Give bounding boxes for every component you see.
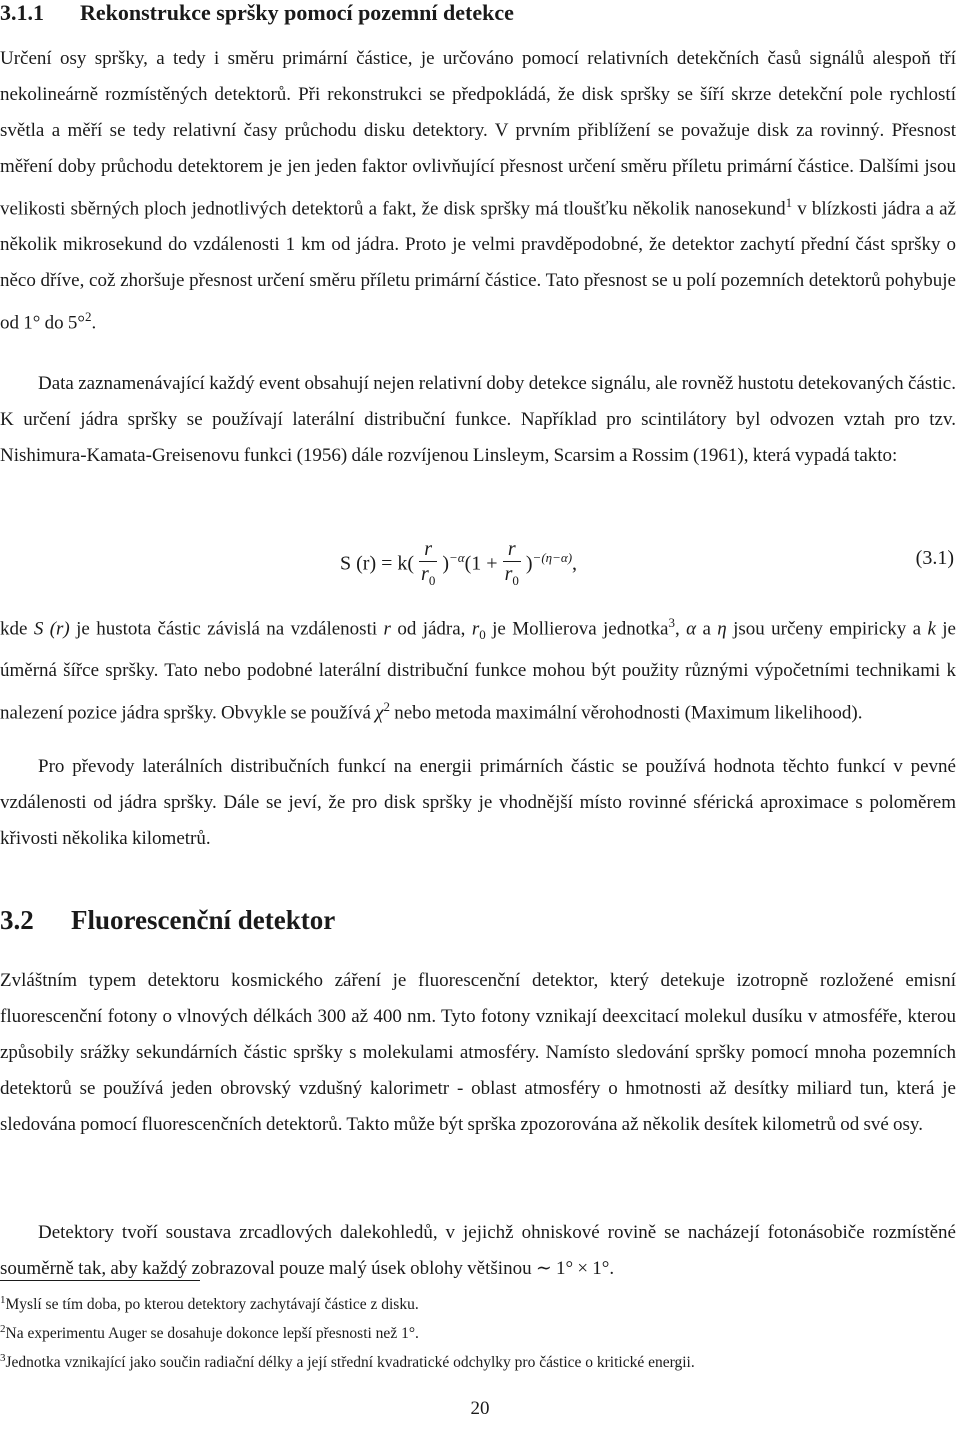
paragraph-text: je Mollierova jednotka <box>485 618 669 640</box>
footnote-mark: 2 <box>0 1323 6 1336</box>
footnote-mark: 3 <box>0 1352 6 1365</box>
equation-nkg <box>0 527 956 589</box>
paragraph-text: nebo metoda maximální věrohodnosti (Maximum likelihood). <box>390 702 863 724</box>
math-r0: r <box>471 618 480 640</box>
math-r: r <box>383 618 391 640</box>
equation-number: (3.1) <box>915 547 954 569</box>
r0-var: r <box>504 563 513 586</box>
subsection-number: 3.1.1 <box>0 0 44 25</box>
paragraph-text: . <box>91 312 97 334</box>
paragraph-text: od jádra, <box>390 618 472 640</box>
paragraph-text: jsou určeny empiricky a <box>726 618 928 640</box>
exponent-eta-alpha: −(η−α) <box>532 550 573 565</box>
footnote-3 <box>0 1346 956 1375</box>
math-s-r: S (r) <box>33 618 70 640</box>
footnote-rule <box>0 1280 200 1281</box>
footnote-text: Na experimentu Auger se dosahuje dokonce lepší přesnosti než 1°. <box>5 1325 419 1343</box>
equation-end: , <box>572 552 578 575</box>
equation-mid: (1 + <box>464 552 498 575</box>
footnote-ref-2: 2 <box>84 309 92 325</box>
math-eta: η <box>717 618 727 640</box>
paragraph-fluorescence-detector: Zvláštním typem detektoru kosmického záření je fluorescenční detektor, který detekuje izotropně rozložené emisní fluorescenční fotony o vlnových délkách 300 až 400 nm. Tyto fotony vznikají deexcitací molekul dusíku v atmosféře, kterou způsobily srážky sekundárních částic spršky s molekulami atmosféry. Namísto sledování spršky pomocí mnoha pozemních detektorů se používá jeden obrovský vzdušný kalorimetr - oblast atmosféry o hmotnosti až desítky miliard tun, která je sledována pomocí fluorescenčních detektorů. Takto může být sprška zpozorována až několik desítek kilometrů od své osy. <box>0 970 956 1135</box>
paragraph-lateral-distribution: Data zaznamenávající každý event obsahují nejen relativní doby detekce signálu, ale rovněž hustotu detekovaných částic. K určení jádra spršky se používají laterální distribuční funkce. Například pro scintilátory byl odvozen vztah pro tzv. Nishimura-Kamata-Greisenovu funkci (1956) dále rozvíjenou Linsleym, Scarsim a Rossim (1961), která vypadá takto: <box>0 373 956 466</box>
paragraph-energy-conversion: Pro převody laterálních distribučních funkcí na energii primárních částic se používá hodnota těchto funkcí v pevné vzdálenosti od jádra spršky. Dále se jeví, že pro disk spršky je vhodnější místo rovinné sférická aproximace s poloměrem křivosti několika kilometrů. <box>0 756 956 849</box>
footnote-1 <box>0 1288 956 1317</box>
footnote-mark: 1 <box>0 1294 6 1306</box>
footnote-ref-1: 1 <box>785 195 793 210</box>
footnote-ref-3: 3 <box>668 615 675 630</box>
r0-sub: 0 <box>428 573 436 589</box>
math-chi-sup: 2 <box>383 699 390 715</box>
footnote-text: Jednotka vznikající jako součin radiační délky a její střední kvadratické odchylky pro částice o kritické energii. <box>5 1354 695 1372</box>
paragraph-telescopes: Detektory tvoří soustava zrcadlových dalekohledů, v jejichž ohniskové rovině se nacházejí fotonásobiče rozmístěné souměrně tak, aby každý zobrazoval pouze malý úsek oblohy většinou ∼ 1° × 1°. <box>0 1222 956 1279</box>
subsection-title: Rekonstrukce spršky pomocí pozemní detekce <box>80 0 514 25</box>
equation-lhs: S (r) = k( <box>340 552 415 575</box>
paragraph-text: , <box>674 618 687 640</box>
paragraph-text: v blízkosti jádra a až několik mikrosekund do vzdálenosti 1 km od jádra. Proto je velmi pravděpodobné, že detektor zachytí přední část spršky o něco dříve, což zhoršuje přesnost určení směru příletu primární částice. Tato přesnost se u polí pozemních detektorů pohybuje od 1° do 5° <box>0 198 956 334</box>
exponent-alpha: −α <box>449 550 465 565</box>
r0-var: r <box>421 563 429 586</box>
footnote-2 <box>0 1317 956 1346</box>
paragraph-text: a <box>696 618 718 640</box>
fraction-denominator <box>500 562 524 592</box>
paragraph-text: je hustota částic závislá na vzdálenosti <box>69 618 384 640</box>
paragraph-text: kde <box>0 618 34 640</box>
subsection-heading <box>0 0 514 26</box>
paragraph-text: Určení osy spršky, a tedy i směru primární částice, je určováno pomocí relativních detekčních časů signálů alespoň tří nekolineárně rozmístěných detektorů. Při rekonstrukci se předpokládá, že disk spršky se šíří skrze detekční pole rychlostí světla a měří se tedy relativní časy průchodu disku detektory. V prvním přiblížení se považuje disk za rovinný. Přesnost měření doby průchodu detektorem je jen jeden faktor ovlivňující přesnost určení směru příletu primární částice. Dalšími jsou velikosti sběrných ploch jednotlivých detektorů a fakt, že disk spršky má tloušťku několik nanosekund <box>0 48 956 220</box>
math-alpha: α <box>686 618 697 640</box>
fraction-numerator: r <box>503 538 521 562</box>
r0-sub: 0 <box>512 573 519 589</box>
page-number: 20 <box>470 1398 490 1419</box>
equation-body: S (r) = k( $\frac{r}{r_0}$ )$^{-\alpha}$(1 + $\frac{r}{r_0}$ )$^{-(\eta-\alpha)}$, <box>340 527 577 595</box>
fraction-denominator <box>416 562 440 592</box>
section-title: Fluorescenční detektor <box>71 905 336 935</box>
paragraph-shower-axis <box>0 41 956 342</box>
paragraph-variables <box>0 605 956 731</box>
math-k: k <box>927 618 936 640</box>
paragraph-text: je úměrná šířce spršky. Tato nebo podobné laterální distribuční funkce mohou být použity různými výpočetními technikami k nalezení pozice jádra spršky. Obvykle se používá <box>0 618 956 724</box>
fraction <box>500 538 524 592</box>
footnotes <box>0 1288 956 1375</box>
section-number: 3.2 <box>0 905 34 935</box>
footnote-text: Myslí se tím doba, po kterou detektory zachytávají částice z disku. <box>5 1296 419 1314</box>
section-heading <box>0 903 335 937</box>
fraction <box>416 538 440 592</box>
fraction-numerator: r <box>419 538 437 562</box>
math-chi: χ <box>375 702 384 724</box>
math-r0-sub: 0 <box>479 627 486 643</box>
